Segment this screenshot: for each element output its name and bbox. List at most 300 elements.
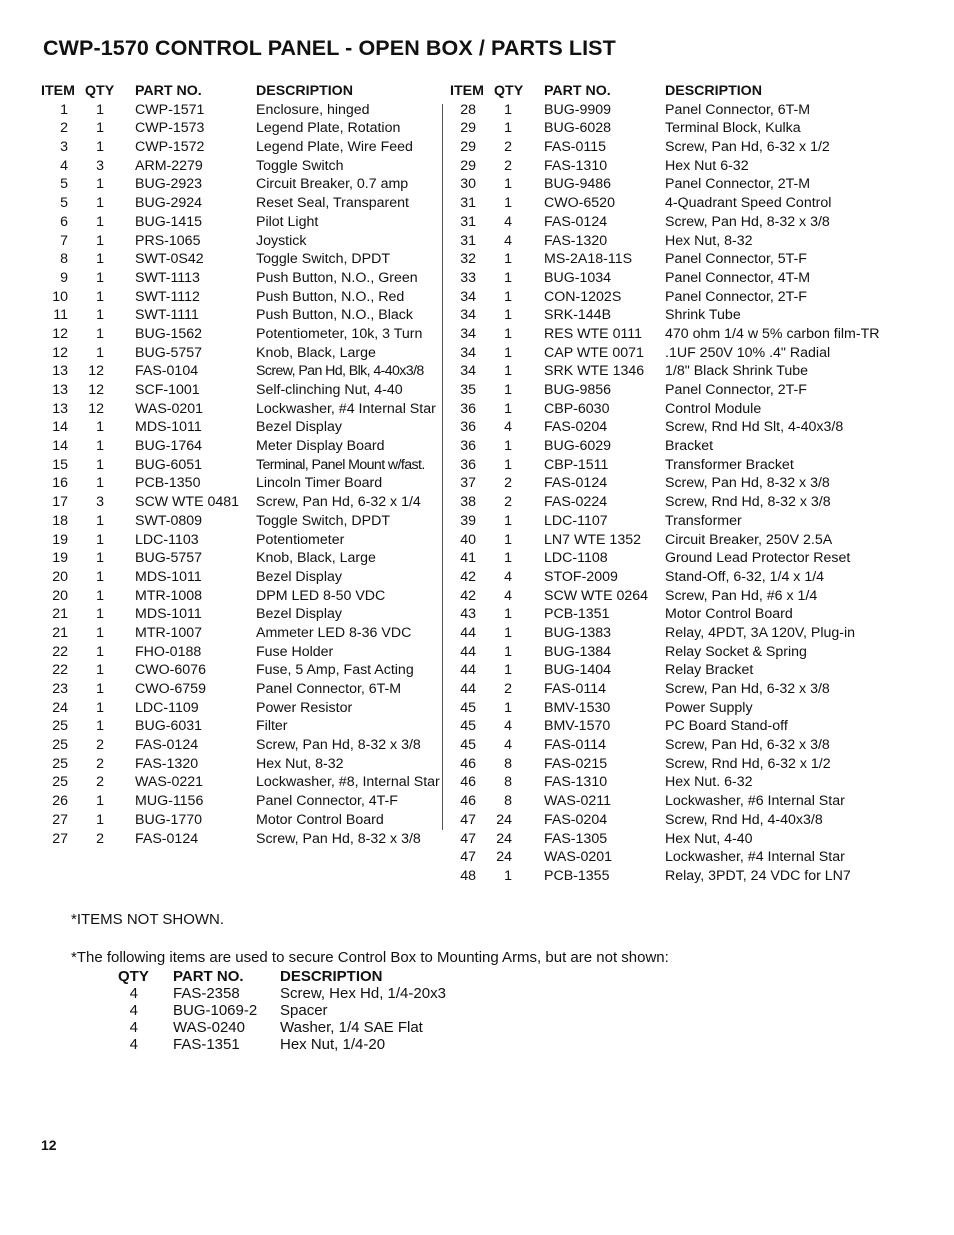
item-cell: 14	[52, 438, 68, 455]
part-no-cell: CBP-1511	[544, 456, 609, 473]
part-no-cell: SWT-0809	[135, 512, 203, 529]
item-cell: 35	[460, 382, 476, 398]
part-no-cell: FAS-1310	[544, 157, 608, 174]
description-cell: Screw, Rnd Hd Slt, 4-40x3/8	[665, 419, 844, 436]
item-cell: 20	[52, 568, 68, 585]
item-cell: 39	[460, 512, 476, 529]
description-cell: Lockwasher, #4 Internal Star	[665, 849, 845, 866]
qty-cell: 1	[96, 307, 104, 324]
description-cell: Potentiometer, 10k, 3 Turn	[256, 325, 423, 342]
part-no-cell: SRK-144B	[544, 307, 612, 324]
part-no-cell: PRS-1065	[135, 232, 201, 249]
item-cell: 17	[52, 494, 68, 511]
qty-cell: 1	[96, 512, 104, 529]
qty-cell: 1	[96, 344, 104, 361]
item-cell: 42	[460, 568, 476, 585]
item-cell: 44	[460, 662, 476, 679]
description-cell: Pilot Light	[256, 213, 319, 230]
part-no-cell: BUG-1404	[544, 662, 612, 679]
description-cell: Lockwasher, #4 Internal Star	[256, 400, 436, 417]
header-description: DESCRIPTION	[665, 83, 762, 99]
description-cell: Screw, Pan Hd, 6-32 x 1/2	[665, 139, 830, 156]
part-no-cell: CWO-6759	[135, 681, 206, 697]
item-cell: 8	[60, 251, 68, 268]
qty-cell: 1	[96, 793, 104, 810]
qty-cell: 4	[504, 213, 512, 230]
qty-cell: 1	[96, 718, 104, 735]
header-description: DESCRIPTION	[280, 968, 383, 985]
part-no-cell: PCB-1351	[544, 606, 610, 623]
description-cell: Potentiometer	[256, 531, 345, 548]
description-cell: Screw, Pan Hd, 8-32 x 3/8	[665, 475, 830, 492]
qty-cell: 1	[504, 288, 512, 305]
part-no-cell: FAS-0215	[544, 755, 608, 772]
part-no-cell: CWP-1572	[135, 139, 205, 156]
part-no-cell: BUG-1770	[135, 811, 203, 828]
item-cell: 44	[460, 624, 476, 641]
qty-cell: 12	[88, 382, 104, 398]
description-cell: Lockwasher, #8, Internal Star	[256, 774, 440, 791]
qty-cell: 4	[129, 1019, 138, 1036]
qty-cell: 4	[504, 587, 512, 604]
item-cell: 44	[460, 643, 476, 660]
description-cell: Fuse, 5 Amp, Fast Acting	[256, 662, 414, 679]
header-description: DESCRIPTION	[256, 83, 353, 99]
part-no-cell: BUG-2923	[135, 176, 203, 193]
part-no-cell: BUG-1764	[135, 438, 203, 455]
item-cell: 31	[460, 213, 476, 230]
qty-cell: 1	[504, 251, 512, 268]
part-no-cell: SWT-0S42	[135, 251, 204, 268]
part-no-cell: WAS-0201	[544, 849, 613, 866]
qty-cell: 8	[504, 793, 512, 810]
item-cell: 47	[460, 849, 476, 866]
header-item: ITEM	[450, 83, 484, 99]
part-no-cell: LDC-1108	[544, 550, 608, 567]
qty-cell: 4	[129, 985, 138, 1002]
item-cell: 45	[460, 699, 476, 716]
description-cell: 4-Quadrant Speed Control	[665, 195, 832, 212]
item-cell: 23	[52, 681, 68, 697]
part-no-cell: FAS-0124	[135, 830, 199, 847]
part-no-cell: FAS-0124	[135, 737, 199, 754]
item-cell: 21	[52, 624, 68, 641]
description-cell: Hex Nut 6-32	[665, 157, 749, 174]
qty-cell: 2	[504, 681, 512, 697]
item-cell: 36	[460, 419, 476, 436]
part-no-cell: BUG-6031	[135, 718, 203, 735]
qty-cell: 1	[504, 456, 512, 473]
part-no-cell: MDS-1011	[135, 568, 202, 585]
item-cell: 12	[52, 325, 68, 342]
part-no-cell: FAS-0115	[544, 139, 607, 156]
description-cell: Panel Connector, 2T-F	[665, 382, 807, 398]
qty-cell: 1	[96, 269, 104, 286]
part-no-cell: LDC-1103	[135, 531, 199, 548]
item-cell: 15	[52, 456, 68, 473]
description-cell: Toggle Switch	[256, 157, 344, 174]
description-cell: Panel Connector, 6T-M	[256, 681, 402, 697]
part-no-cell: CWO-6520	[544, 195, 615, 212]
part-no-cell: WAS-0211	[544, 793, 612, 810]
part-no-cell: LDC-1109	[135, 699, 199, 716]
description-cell: Circuit Breaker, 0.7 amp	[256, 176, 409, 193]
header-qty: QTY	[494, 83, 524, 99]
item-cell: 13	[52, 382, 68, 398]
part-no-cell: SWT-1113	[135, 269, 200, 286]
description-cell: Hex Nut, 8-32	[256, 755, 344, 772]
qty-cell: 1	[504, 867, 512, 884]
qty-cell: 3	[96, 494, 104, 511]
part-no-cell: BMV-1570	[544, 718, 611, 735]
description-cell: Transformer Bracket	[665, 456, 794, 473]
qty-cell: 1	[96, 232, 104, 249]
item-cell: 29	[460, 157, 476, 174]
qty-cell: 1	[96, 643, 104, 660]
part-no-cell: FAS-2358	[173, 985, 240, 1002]
item-cell: 36	[460, 438, 476, 455]
description-cell: Relay, 4PDT, 3A 120V, Plug-in	[665, 624, 856, 641]
description-cell: Reset Seal, Transparent	[256, 195, 409, 212]
qty-cell: 1	[96, 325, 104, 342]
description-cell: Push Button, N.O., Red	[256, 288, 405, 305]
description-cell: Enclosure, hinged	[256, 101, 370, 118]
item-cell: 43	[460, 606, 476, 623]
qty-cell: 1	[504, 531, 512, 548]
item-cell: 13	[52, 400, 68, 417]
item-cell: 26	[52, 793, 68, 810]
item-cell: 36	[460, 456, 476, 473]
qty-cell: 1	[504, 176, 512, 193]
part-no-cell: RES WTE 0111	[544, 325, 643, 342]
item-cell: 32	[460, 251, 476, 268]
description-cell: Screw, Pan Hd, 6-32 x 3/8	[665, 737, 830, 754]
description-cell: Terminal Block, Kulka	[665, 120, 801, 137]
qty-cell: 1	[504, 307, 512, 324]
qty-cell: 1	[96, 606, 104, 623]
part-no-cell: FAS-0114	[544, 737, 607, 754]
qty-cell: 8	[504, 774, 512, 791]
description-cell: Power Resistor	[256, 699, 353, 716]
description-cell: Filter	[256, 718, 288, 735]
item-cell: 28	[460, 101, 476, 118]
qty-cell: 1	[96, 456, 104, 473]
description-cell: Knob, Black, Large	[256, 344, 376, 361]
description-cell: Bezel Display	[256, 419, 342, 436]
qty-cell: 1	[504, 120, 512, 137]
qty-cell: 1	[504, 325, 512, 342]
item-cell: 31	[460, 232, 476, 249]
description-cell: Panel Connector, 4T-F	[256, 793, 398, 810]
part-no-cell: CWO-6076	[135, 662, 206, 679]
qty-cell: 1	[504, 512, 512, 529]
qty-cell: 1	[504, 643, 512, 660]
item-cell: 38	[460, 494, 476, 511]
description-cell: Relay Socket & Spring	[665, 643, 807, 660]
item-cell: 13	[52, 363, 68, 380]
part-no-cell: FAS-1351	[173, 1036, 240, 1053]
part-no-cell: BMV-1530	[544, 699, 611, 716]
description-cell: Self-clinching Nut, 4-40	[256, 382, 403, 398]
item-cell: 34	[460, 307, 476, 324]
description-cell: Lincoln Timer Board	[256, 475, 383, 492]
part-no-cell: CON-1202S	[544, 288, 622, 305]
item-cell: 34	[460, 363, 476, 380]
item-cell: 20	[52, 587, 68, 604]
description-cell: Bezel Display	[256, 606, 342, 623]
description-cell: 1/8" Black Shrink Tube	[665, 363, 809, 380]
part-no-cell: WAS-0240	[173, 1019, 245, 1036]
qty-cell: 8	[504, 755, 512, 772]
qty-cell: 1	[504, 438, 512, 455]
part-no-cell: MTR-1008	[135, 587, 203, 604]
description-cell: Meter Display Board	[256, 438, 385, 455]
qty-cell: 2	[504, 157, 512, 174]
part-no-cell: LN7 WTE 1352	[544, 531, 641, 548]
item-cell: 47	[460, 830, 476, 847]
part-no-cell: BUG-9856	[544, 382, 612, 398]
item-cell: 3	[60, 139, 68, 156]
qty-cell: 1	[504, 550, 512, 567]
description-cell: Terminal, Panel Mount w/fast.	[256, 456, 425, 473]
qty-cell: 1	[96, 811, 104, 828]
item-cell: 5	[60, 195, 68, 212]
qty-cell: 1	[96, 176, 104, 193]
part-no-cell: BUG-5757	[135, 550, 203, 567]
part-no-cell: FAS-0104	[135, 363, 199, 380]
header-part-no: PART NO.	[173, 968, 244, 985]
part-no-cell: FAS-0114	[544, 681, 607, 697]
part-no-cell: BUG-1415	[135, 213, 203, 230]
part-no-cell: STOF-2009	[544, 568, 618, 585]
qty-cell: 1	[96, 681, 104, 697]
item-cell: 16	[52, 475, 68, 492]
description-cell: Bracket	[665, 438, 714, 455]
description-cell: Screw, Pan Hd, Blk, 4-40x3/8	[256, 363, 424, 380]
part-no-cell: FAS-1305	[544, 830, 608, 847]
description-cell: Screw, Pan Hd, #6 x 1/4	[665, 587, 818, 604]
part-no-cell: FAS-0124	[544, 475, 608, 492]
description-cell: Screw, Rnd Hd, 4-40x3/8	[665, 811, 823, 828]
description-cell: Panel Connector, 4T-M	[665, 269, 811, 286]
note-mounting: *The following items are used to secure Control Box to Mounting Arms, but are not shown:	[71, 949, 669, 966]
part-no-cell: SCW WTE 0481	[135, 494, 240, 511]
item-cell: 7	[60, 232, 68, 249]
description-cell: Motor Control Board	[665, 606, 793, 623]
description-cell: Bezel Display	[256, 568, 342, 585]
qty-cell: 1	[96, 550, 104, 567]
part-no-cell: CAP WTE 0071	[544, 344, 644, 361]
description-cell: Spacer	[280, 1002, 328, 1019]
qty-cell: 1	[96, 475, 104, 492]
item-cell: 46	[460, 755, 476, 772]
description-cell: Legend Plate, Rotation	[256, 120, 401, 137]
qty-cell: 4	[504, 232, 512, 249]
item-cell: 6	[60, 213, 68, 230]
item-cell: 2	[60, 120, 68, 137]
description-cell: Screw, Pan Hd, 8-32 x 3/8	[665, 213, 830, 230]
description-cell: DPM LED 8-50 VDC	[256, 587, 386, 604]
column-divider	[442, 104, 443, 830]
qty-cell: 1	[504, 344, 512, 361]
part-no-cell: BUG-9486	[544, 176, 612, 193]
item-cell: 46	[460, 793, 476, 810]
qty-cell: 1	[96, 419, 104, 436]
item-cell: 31	[460, 195, 476, 212]
part-no-cell: SWT-1111	[135, 307, 199, 324]
part-no-cell: FHO-0188	[135, 643, 202, 660]
qty-cell: 1	[504, 363, 512, 380]
qty-cell: 4	[504, 718, 512, 735]
qty-cell: 4	[129, 1036, 138, 1053]
qty-cell: 1	[504, 195, 512, 212]
item-cell: 1	[60, 101, 68, 118]
header-part-no: PART NO.	[544, 83, 611, 99]
item-cell: 34	[460, 344, 476, 361]
part-no-cell: CWP-1573	[135, 120, 205, 137]
description-cell: Hex Nut, 8-32	[665, 232, 753, 249]
description-cell: Screw, Pan Hd, 6-32 x 3/8	[665, 681, 830, 697]
item-cell: 14	[52, 419, 68, 436]
part-no-cell: FAS-1320	[135, 755, 199, 772]
part-no-cell: MUG-1156	[135, 793, 204, 810]
part-no-cell: BUG-2924	[135, 195, 203, 212]
description-cell: Joystick	[256, 232, 307, 249]
qty-cell: 2	[96, 737, 104, 754]
item-cell: 48	[460, 867, 476, 884]
description-cell: Push Button, N.O., Black	[256, 307, 413, 324]
item-cell: 24	[52, 699, 68, 716]
qty-cell: 1	[96, 699, 104, 716]
item-cell: 45	[460, 718, 476, 735]
part-no-cell: FAS-1310	[544, 774, 608, 791]
description-cell: 470 ohm 1/4 w 5% carbon film-TR	[665, 325, 880, 342]
description-cell: Hex Nut. 6-32	[665, 774, 753, 791]
part-no-cell: BUG-6051	[135, 456, 203, 473]
part-no-cell: WAS-0221	[135, 774, 204, 791]
description-cell: Screw, Pan Hd, 8-32 x 3/8	[256, 737, 421, 754]
part-no-cell: ARM-2279	[135, 157, 203, 174]
qty-cell: 1	[504, 400, 512, 417]
item-cell: 4	[60, 157, 68, 174]
description-cell: Toggle Switch, DPDT	[256, 512, 391, 529]
part-no-cell: FAS-0204	[544, 811, 608, 828]
qty-cell: 1	[96, 568, 104, 585]
qty-cell: 1	[96, 213, 104, 230]
item-cell: 25	[52, 737, 68, 754]
description-cell: Power Supply	[665, 699, 753, 716]
item-cell: 22	[52, 662, 68, 679]
header-qty: QTY	[85, 83, 115, 99]
part-no-cell: CWP-1571	[135, 101, 205, 118]
qty-cell: 1	[504, 101, 512, 118]
item-cell: 5	[60, 176, 68, 193]
qty-cell: 24	[496, 830, 512, 847]
qty-cell: 4	[504, 737, 512, 754]
description-cell: Panel Connector, 6T-M	[665, 101, 811, 118]
description-cell: Screw, Pan Hd, 6-32 x 1/4	[256, 494, 421, 511]
item-cell: 30	[460, 176, 476, 193]
qty-cell: 2	[504, 475, 512, 492]
item-cell: 29	[460, 120, 476, 137]
qty-cell: 12	[88, 400, 104, 417]
qty-cell: 2	[504, 494, 512, 511]
item-cell: 21	[52, 606, 68, 623]
qty-cell: 1	[96, 120, 104, 137]
page-title: CWP-1570 CONTROL PANEL - OPEN BOX / PARTS LIST	[43, 36, 616, 60]
item-cell: 46	[460, 774, 476, 791]
description-cell: Panel Connector, 2T-M	[665, 176, 811, 193]
qty-cell: 1	[504, 382, 512, 398]
item-cell: 34	[460, 288, 476, 305]
description-cell: Toggle Switch, DPDT	[256, 251, 391, 268]
qty-cell: 3	[96, 157, 104, 174]
header-item: ITEM	[41, 83, 75, 99]
part-no-cell: FAS-0224	[544, 494, 608, 511]
description-cell: Motor Control Board	[256, 811, 384, 828]
item-cell: 47	[460, 811, 476, 828]
qty-cell: 2	[96, 774, 104, 791]
description-cell: Stand-Off, 6-32, 1/4 x 1/4	[665, 568, 825, 585]
item-cell: 41	[460, 550, 476, 567]
item-cell: 10	[52, 288, 68, 305]
qty-cell: 24	[496, 811, 512, 828]
qty-cell: 1	[96, 101, 104, 118]
part-no-cell: SCF-1001	[135, 382, 200, 398]
qty-cell: 1	[504, 269, 512, 286]
qty-cell: 1	[96, 624, 104, 641]
item-cell: 44	[460, 681, 476, 697]
qty-cell: 2	[96, 755, 104, 772]
qty-cell: 1	[504, 624, 512, 641]
description-cell: Panel Connector, 2T-F	[665, 288, 807, 305]
qty-cell: 1	[96, 587, 104, 604]
qty-cell: 1	[96, 139, 104, 156]
qty-cell: 1	[96, 662, 104, 679]
part-no-cell: BUG-1384	[544, 643, 612, 660]
part-no-cell: FAS-0124	[544, 213, 608, 230]
description-cell: Shrink Tube	[665, 307, 741, 324]
description-cell: Hex Nut, 1/4-20	[280, 1036, 386, 1053]
part-no-cell: PCB-1355	[544, 867, 610, 884]
part-no-cell: SCW WTE 0264	[544, 587, 649, 604]
description-cell: Ammeter LED 8-36 VDC	[256, 624, 412, 641]
description-cell: Fuse Holder	[256, 643, 334, 660]
item-cell: 11	[53, 307, 68, 324]
qty-cell: 1	[96, 195, 104, 212]
description-cell: Circuit Breaker, 250V 2.5A	[665, 531, 833, 548]
part-no-cell: BUG-5757	[135, 344, 203, 361]
description-cell: Lockwasher, #6 Internal Star	[665, 793, 845, 810]
item-cell: 37	[460, 475, 476, 492]
description-cell: Control Module	[665, 400, 762, 417]
qty-cell: 4	[504, 419, 512, 436]
description-cell: Screw, Rnd Hd, 8-32 x 3/8	[665, 494, 831, 511]
part-no-cell: PCB-1350	[135, 475, 201, 492]
description-cell: Hex Nut, 4-40	[665, 830, 753, 847]
qty-cell: 2	[504, 139, 512, 156]
part-no-cell: BUG-6028	[544, 120, 612, 137]
part-no-cell: SRK WTE 1346	[544, 363, 645, 380]
part-no-cell: FAS-0204	[544, 419, 608, 436]
qty-cell: 1	[96, 531, 104, 548]
item-cell: 22	[52, 643, 68, 660]
item-cell: 34	[460, 325, 476, 342]
qty-cell: 4	[504, 568, 512, 585]
page-number: 12	[41, 1137, 57, 1153]
header-qty: QTY	[118, 968, 149, 985]
item-cell: 27	[52, 811, 68, 828]
